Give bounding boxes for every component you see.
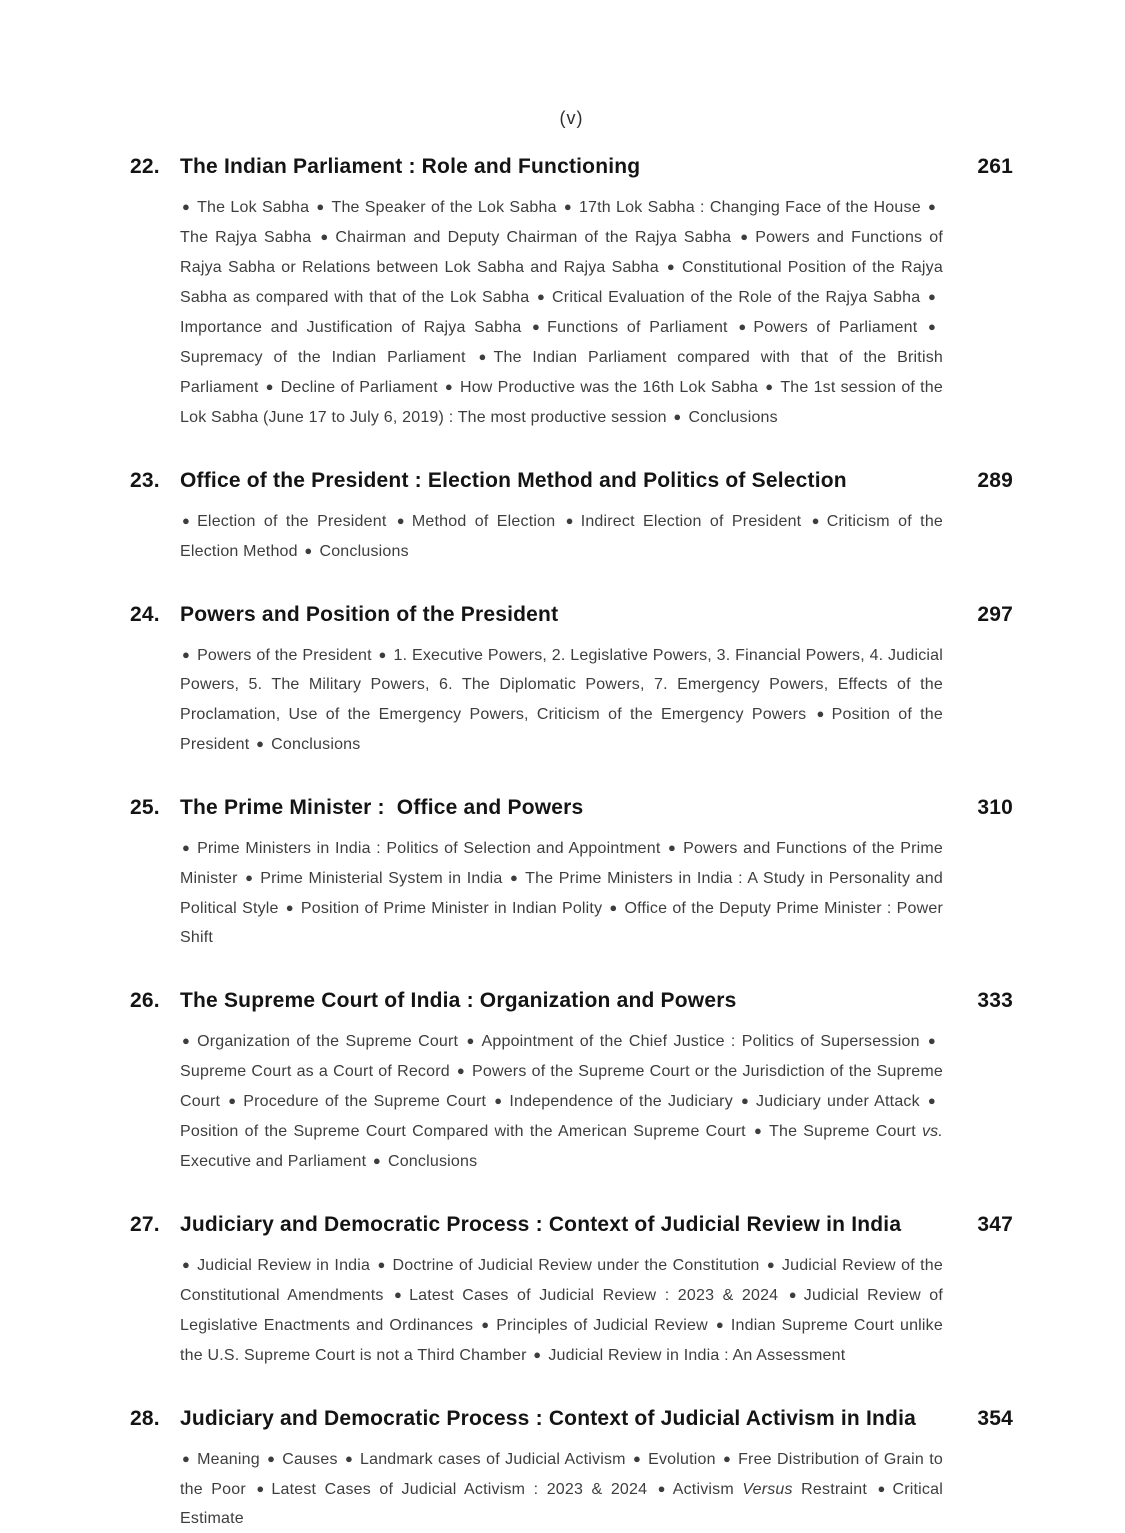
topic-text: Critical Estimate <box>180 1481 943 1527</box>
topic-text: The Lok Sabha <box>197 199 310 216</box>
topic-text: Position of Prime Minister in Indian Polity <box>300 900 603 917</box>
bullet-icon: ● <box>456 1063 465 1078</box>
topic-text: Supremacy of the Indian Parliament <box>180 349 466 366</box>
topic-text: Constitutional Position of the Rajya Sabha as compared with that of the Lok Sabha <box>180 259 943 306</box>
chapter-number: 26. <box>130 989 160 1012</box>
bullet-icon: ● <box>320 229 329 244</box>
chapter-number: 23. <box>130 469 160 492</box>
chapter-topics <box>180 1250 943 1370</box>
bullet-icon: ● <box>245 870 254 885</box>
chapter-title: The Supreme Court of India : Organization and Powers <box>180 989 737 1012</box>
bullet-icon: ● <box>182 199 191 214</box>
toc-entry-heading <box>130 469 1013 493</box>
bullet-icon: ● <box>657 1481 666 1496</box>
bullet-icon: ● <box>715 1317 724 1332</box>
bullet-icon: ● <box>927 199 937 214</box>
bullet-icon: ● <box>396 513 405 528</box>
topic-text: Causes <box>282 1451 338 1468</box>
bullet-icon: ● <box>927 1093 936 1108</box>
topic-text: Judiciary under Attack <box>756 1093 920 1110</box>
topic-text: Prime Ministerial System in India <box>260 870 503 887</box>
chapter-title: Judiciary and Democratic Process : Context of Judicial Activism in India <box>180 1407 916 1430</box>
bullet-icon: ● <box>316 199 325 214</box>
topic-text: Functions of Parliament <box>547 319 728 336</box>
topic-text: Conclusions <box>387 1153 478 1170</box>
topic-text: Election of the President <box>197 513 387 530</box>
chapter-page-number: 261 <box>977 155 1013 178</box>
topic-text: Evolution <box>648 1451 716 1468</box>
topic-text: Powers and Functions of Rajya Sabha or Relations between Lok Sabha and Rajya Sabha <box>180 229 943 276</box>
bullet-icon: ● <box>182 513 191 528</box>
topic-text: Powers and Functions of the Prime Minister <box>180 840 943 887</box>
chapter-title: The Prime Minister : Office and Powers <box>180 796 584 819</box>
bullet-icon: ● <box>377 1257 386 1272</box>
topic-text: The 1st session of the Lok Sabha (June 17 to July 6, 2019) : The most productive session <box>180 379 943 426</box>
toc-entry <box>130 796 1013 952</box>
bullet-icon: ● <box>494 1093 503 1108</box>
topic-text: Latest Cases of Judicial Activism : 2023 & 2024 <box>271 1481 648 1498</box>
topic-text: Procedure of the Supreme Court <box>243 1093 487 1110</box>
topic-text: Criticism of the Election Method <box>180 513 944 560</box>
topic-text: The Prime Ministers in India : A Study in Personality and Political Style <box>180 870 943 917</box>
bullet-icon: ● <box>877 1481 886 1496</box>
chapter-title: The Indian Parliament : Role and Functioning <box>180 155 641 178</box>
topic-text: Powers of Parliament <box>753 319 918 336</box>
bullet-icon: ● <box>344 1451 354 1466</box>
toc-entry <box>130 155 1013 432</box>
chapter-page-number: 354 <box>977 1407 1013 1430</box>
chapter-page-number: 297 <box>977 603 1013 626</box>
chapter-topics <box>180 833 943 952</box>
bullet-icon: ● <box>765 379 774 394</box>
topic-text: Chairman and Deputy Chairman of the Rajya Sabha <box>335 229 732 246</box>
toc-entry-heading <box>130 796 1013 820</box>
topic-text: Organization of the Supreme Court <box>197 1033 459 1050</box>
toc-entry <box>130 1213 1013 1370</box>
bullet-icon: ● <box>478 349 487 364</box>
bullet-icon: ● <box>265 379 274 394</box>
toc-entry-heading <box>130 155 1013 179</box>
topic-text: 17th Lok Sabha : Changing Face of the House <box>578 199 921 216</box>
topic-text: Activism Versus Restraint <box>672 1481 867 1498</box>
topic-text: The Supreme Court vs. Executive and Parliament <box>180 1123 943 1170</box>
bullet-icon: ● <box>740 229 749 244</box>
chapter-number: 24. <box>130 603 160 626</box>
chapter-title: Powers and Position of the President <box>180 603 559 626</box>
chapter-number: 27. <box>130 1213 160 1236</box>
bullet-icon: ● <box>182 1451 191 1466</box>
bullet-icon: ● <box>510 870 519 885</box>
bullet-icon: ● <box>304 543 313 558</box>
topic-text: Latest Cases of Judicial Review : 2023 & 2024 <box>409 1287 779 1304</box>
bullet-icon: ● <box>927 319 937 334</box>
topic-text: Office of the Deputy Prime Minister : Power Shift <box>180 900 943 946</box>
bullet-icon: ● <box>927 289 937 304</box>
topic-text: Critical Evaluation of the Role of the Rajya Sabha <box>552 289 921 306</box>
toc-entries <box>130 155 1013 1533</box>
bullet-icon: ● <box>532 319 541 334</box>
bullet-icon: ● <box>372 1153 381 1168</box>
topic-text: Judicial Review of Legislative Enactments and Ordinances <box>180 1287 943 1334</box>
topic-text: The Rajya Sabha <box>180 229 312 246</box>
toc-entry-heading <box>130 1407 1013 1431</box>
topic-text: Position of the President <box>180 706 943 753</box>
page-marker: (v) <box>559 108 584 128</box>
topic-text: Indirect Election of President <box>580 513 802 530</box>
topic-text: Conclusions <box>319 543 409 560</box>
topic-text: Judicial Review in India : An Assessment <box>548 1347 846 1364</box>
bullet-icon: ● <box>256 1481 265 1496</box>
bullet-icon: ● <box>394 1287 403 1302</box>
bullet-icon: ● <box>633 1451 642 1466</box>
topic-text: Judicial Review of the Constitutional Amendments <box>180 1257 943 1304</box>
chapter-title: Office of the President : Election Method and Politics of Selection <box>180 469 847 492</box>
bullet-icon: ● <box>182 840 191 855</box>
topic-text: Position of the Supreme Court Compared with the American Supreme Court <box>180 1123 746 1140</box>
bullet-icon: ● <box>738 319 747 334</box>
chapter-page-number: 310 <box>977 796 1013 819</box>
chapter-number: 25. <box>130 796 160 819</box>
toc-entry-heading <box>130 603 1013 627</box>
topic-text: Method of Election <box>411 513 556 530</box>
chapter-title: Judiciary and Democratic Process : Context of Judicial Review in India <box>180 1213 902 1236</box>
chapter-page-number: 333 <box>977 989 1013 1012</box>
bullet-icon: ● <box>228 1093 237 1108</box>
topic-text: The Speaker of the Lok Sabha <box>331 199 557 216</box>
bullet-icon: ● <box>466 1033 475 1048</box>
topic-text: Conclusions <box>688 409 778 426</box>
toc-entry <box>130 989 1013 1176</box>
bullet-icon: ● <box>816 706 825 721</box>
bullet-icon: ● <box>182 1257 191 1272</box>
bullet-icon: ● <box>565 513 574 528</box>
topic-text: Doctrine of Judicial Review under the Constitution <box>392 1257 760 1274</box>
bullet-icon: ● <box>673 409 682 424</box>
topic-text: Independence of the Judiciary <box>509 1093 733 1110</box>
bullet-icon: ● <box>668 840 677 855</box>
bullet-icon: ● <box>378 647 387 662</box>
topic-text: Indian Supreme Court unlike the U.S. Supreme Court is not a Third Chamber <box>180 1317 943 1364</box>
toc-entry <box>130 469 1013 566</box>
topic-text: Principles of Judicial Review <box>496 1317 708 1334</box>
chapter-number: 28. <box>130 1407 160 1430</box>
topic-text: Importance and Justification of Rajya Sabha <box>180 319 522 336</box>
toc-entry-heading <box>130 989 1013 1013</box>
bullet-icon: ● <box>182 647 191 662</box>
chapter-topics <box>180 1444 943 1533</box>
topic-text: 1. Executive Powers, 2. Legislative Powers, 3. Financial Powers, 4. Judicial Powers, 5. The Military Powers, 6. The Diplomatic Powers, 7. Emergency Powers, Effects of the Proclamation, Use of the Emergency Powers, Criticism of the Emergency Powers <box>180 647 944 723</box>
chapter-topics <box>180 1026 943 1176</box>
toc-entry-heading <box>130 1213 1013 1237</box>
chapter-page-number: 289 <box>977 469 1013 492</box>
bullet-icon: ● <box>536 289 546 304</box>
bullet-icon: ● <box>927 1033 936 1048</box>
topic-text: Supreme Court as a Court of Record <box>180 1063 450 1080</box>
topic-text: Meaning <box>197 1451 260 1468</box>
bullet-icon: ● <box>740 1093 750 1108</box>
bullet-icon: ● <box>563 199 572 214</box>
toc-entry <box>130 1407 1013 1533</box>
topic-text: Powers of the President <box>197 647 372 664</box>
topic-text: Conclusions <box>271 736 361 753</box>
topic-text: Prime Ministers in India : Politics of Selection and Appointment <box>197 840 661 857</box>
toc-entry <box>130 603 1013 759</box>
topic-text: Powers of the Supreme Court or the Jurisdiction of the Supreme Court <box>180 1063 943 1110</box>
bullet-icon: ● <box>481 1317 490 1332</box>
bullet-icon: ● <box>285 900 294 915</box>
topic-text: The Indian Parliament compared with that of the British Parliament <box>180 349 944 396</box>
bullet-icon: ● <box>811 513 820 528</box>
bullet-icon: ● <box>444 379 453 394</box>
chapter-number: 22. <box>130 155 160 178</box>
bullet-icon: ● <box>788 1287 797 1302</box>
bullet-icon: ● <box>267 1451 276 1466</box>
bullet-icon: ● <box>766 1257 775 1272</box>
topic-text: Appointment of the Chief Justice : Politics of Supersession <box>481 1033 920 1050</box>
topic-text: Decline of Parliament <box>280 379 438 396</box>
bullet-icon: ● <box>666 259 675 274</box>
topic-text: Free Distribution of Grain to the Poor <box>180 1451 943 1498</box>
bullet-icon: ● <box>256 736 265 751</box>
bullet-icon: ● <box>723 1451 732 1466</box>
chapter-topics <box>180 192 943 432</box>
chapter-page-number: 347 <box>977 1213 1013 1236</box>
topic-text: Landmark cases of Judicial Activism <box>360 1451 626 1468</box>
chapter-topics <box>180 506 943 566</box>
bullet-icon: ● <box>753 1123 762 1138</box>
topic-text: Judicial Review in India <box>197 1257 371 1274</box>
bullet-icon: ● <box>533 1347 542 1362</box>
chapter-topics <box>180 640 943 759</box>
topic-text: How Productive was the 16th Lok Sabha <box>459 379 759 396</box>
bullet-icon: ● <box>609 900 618 915</box>
bullet-icon: ● <box>182 1033 191 1048</box>
